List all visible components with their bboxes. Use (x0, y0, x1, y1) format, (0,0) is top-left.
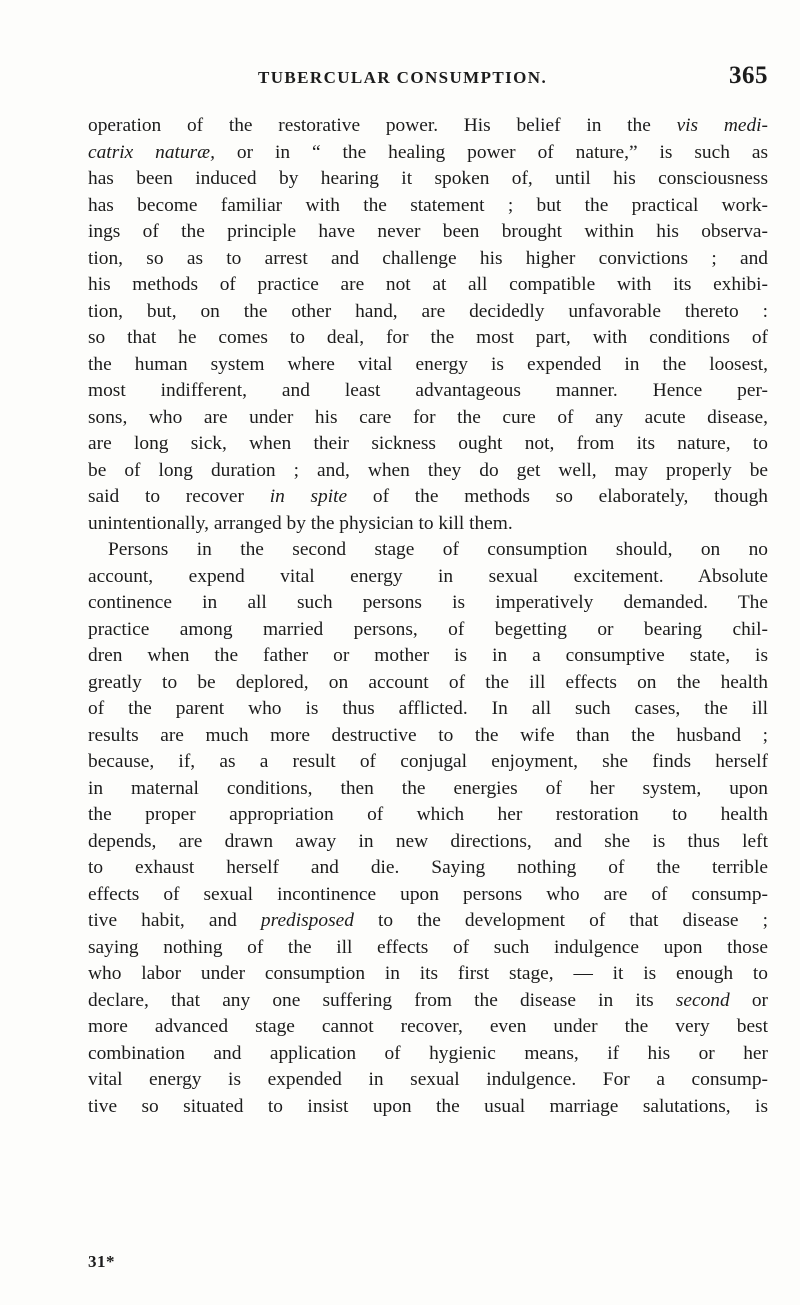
text-line (88, 166, 768, 193)
text-line (88, 219, 768, 246)
text-line (88, 299, 768, 326)
text-run: results are much more destructive to the wife than the husband ; (88, 724, 768, 746)
text-line (88, 431, 768, 458)
text-line (88, 935, 768, 962)
text-run: said to recover (88, 486, 270, 507)
text-line (88, 246, 768, 273)
text-run: practice among married persons, of begetting or bearing chil- (88, 618, 768, 640)
italic-text: vis medi- (676, 115, 768, 136)
text-run: has become familiar with the statement ; but the practical work- (88, 194, 768, 216)
text-line (88, 537, 768, 564)
text-line (88, 140, 768, 167)
text-run: unintentionally, arranged by the physician to kill them. (88, 512, 513, 534)
text-line (88, 749, 768, 776)
page-number: 365 (729, 62, 768, 89)
text-run: operation of the restorative power. His belief in the (88, 115, 677, 136)
italic-text: predisposed (260, 910, 354, 931)
signature-mark: 31* (88, 1252, 115, 1271)
text-run: greatly to be deplored, on account of the ill effects on the health (88, 671, 768, 693)
text-line (88, 1094, 768, 1121)
text-run: are long sick, when their sickness ought not, from its nature, to (88, 433, 768, 454)
italic-text: catrix naturæ, (88, 141, 215, 163)
text-line (88, 564, 768, 591)
text-line (88, 961, 768, 988)
text-run: depends, are drawn away in new directions, and she is thus left (88, 830, 768, 852)
text-line (88, 882, 768, 909)
text-line (88, 325, 768, 352)
text-run: the proper appropriation of which her restoration to health (88, 804, 768, 825)
text-run: tive habit, and (88, 910, 261, 931)
text-line (88, 1067, 768, 1094)
text-run: vital energy is expended in sexual indulgence. For a consump- (88, 1069, 768, 1090)
text-line (88, 458, 768, 485)
text-line (88, 352, 768, 379)
text-line (88, 272, 768, 299)
text-line (88, 1041, 768, 1068)
text-run: of the parent who is thus afflicted. In all such cases, the ill (88, 698, 768, 719)
text-run: ings of the principle have never been brought within his observa- (88, 221, 768, 242)
text-line (88, 829, 768, 856)
text-run: in maternal conditions, then the energies of her system, upon (88, 777, 768, 799)
text-run: his methods of practice are not at all compatible with its exhibi- (88, 274, 768, 295)
italic-text: in spite (269, 486, 348, 507)
text-line (88, 802, 768, 829)
text-line (88, 776, 768, 803)
text-run: more advanced stage cannot recover, even under the very best (88, 1016, 768, 1037)
text-line (88, 670, 768, 697)
text-run: because, if, as a result of conjugal enjoyment, she finds herself (88, 751, 768, 772)
text-run: who labor under consumption in its first stage, — it is enough to (88, 963, 768, 984)
italic-text: second (675, 989, 730, 1011)
text-run: of the methods so elaborately, though (347, 486, 768, 507)
text-line (88, 1014, 768, 1041)
text-run: Persons in the second stage of consumption should, on no (108, 539, 768, 560)
text-line (88, 617, 768, 644)
running-head (88, 62, 768, 96)
text-line (88, 484, 768, 511)
text-run: continence in all such persons is imperatively demanded. The (88, 592, 768, 613)
text-run: has been induced by hearing it spoken of, until his consciousness (88, 168, 768, 189)
text-line (88, 988, 768, 1015)
text-run: combination and application of hygienic means, if his or her (88, 1042, 768, 1064)
text-run: dren when the father or mother is in a consumptive state, is (88, 645, 768, 666)
text-line (88, 405, 768, 432)
text-line (88, 113, 768, 140)
text-run: tion, but, on the other hand, are decidedly unfavorable thereto : (88, 300, 768, 322)
text-line (88, 723, 768, 750)
text-line (88, 193, 768, 220)
text-run: the human system where vital energy is expended in the loosest, (88, 353, 768, 375)
text-run: effects of sexual incontinence upon persons who are of consump- (88, 883, 768, 905)
running-title: TUBERCULAR CONSUMPTION. (258, 68, 548, 87)
text-line (88, 378, 768, 405)
text-run: tive so situated to insist upon the usual marriage salutations, is (88, 1095, 768, 1117)
text-run: so that he comes to deal, for the most part, with conditions of (88, 327, 768, 348)
text-run: to exhaust herself and die. Saying nothing of the terrible (88, 857, 768, 878)
text-run: sons, who are under his care for the cure of any acute disease, (88, 406, 768, 428)
text-run: account, expend vital energy in sexual excitement. Absolute (88, 565, 768, 587)
text-run: or in “ the healing power of nature,” is such as (214, 141, 768, 163)
text-line (88, 855, 768, 882)
text-run: most indifferent, and least advantageous manner. Hence per- (88, 380, 768, 401)
text-line (88, 908, 768, 935)
text-run: to the development of that disease ; (353, 910, 768, 931)
text-line (88, 643, 768, 670)
text-run: saying nothing of the ill effects of such indulgence upon those (88, 936, 768, 958)
text-run: be of long duration ; and, when they do get well, may properly be (88, 459, 768, 481)
text-line (88, 511, 768, 538)
text-line (88, 590, 768, 617)
text-run: or (729, 989, 768, 1011)
text-run: tion, so as to arrest and challenge his higher convictions ; and (88, 247, 768, 269)
body-text (88, 113, 768, 1120)
text-run: declare, that any one suffering from the disease in its (88, 989, 676, 1011)
text-line (88, 696, 768, 723)
